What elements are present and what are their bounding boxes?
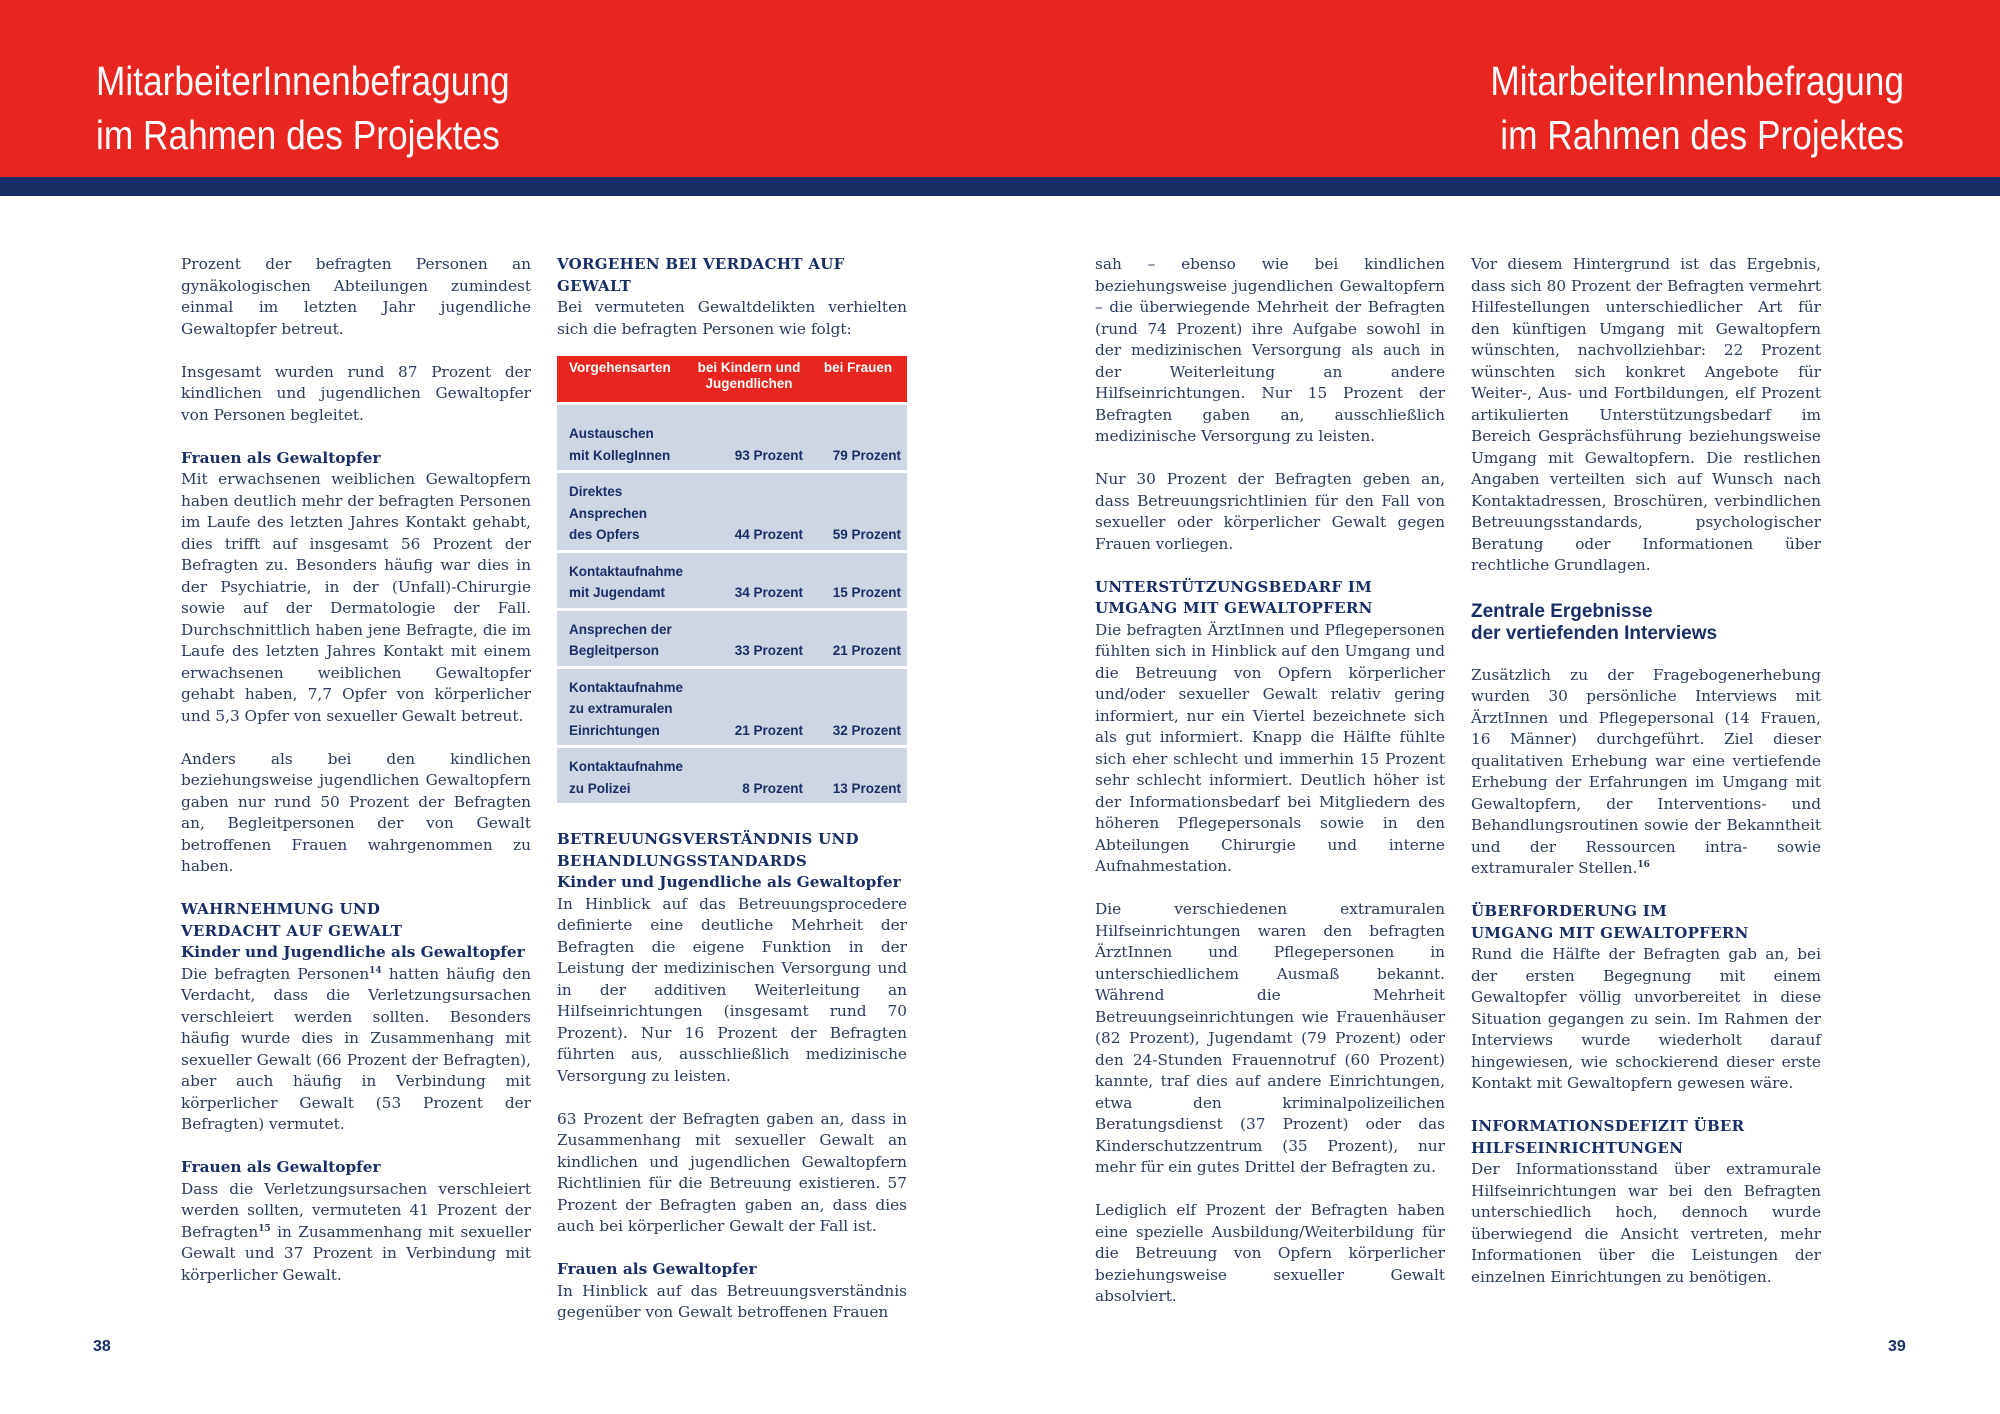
column-4 [1471, 254, 1821, 1288]
paragraph [1471, 665, 1821, 880]
header-title-right-line2: im Rahmen des Projektes [1500, 112, 1904, 158]
table-cell-label-line: Kontaktaufnahme [569, 679, 684, 695]
subheading: Frauen als Gewaltopfer [557, 1260, 757, 1278]
table-cell-label-line: Begleitperson [569, 643, 660, 658]
paragraph: In Hinblick auf das Betreuungsverständnis gegenüber von Gewalt betroffenen Frauen [557, 1281, 907, 1321]
table-cell-label-line: Ansprechen [569, 505, 648, 521]
paragraph: In Hinblick auf das Betreuungsprocedere definierte eine deutliche Mehrheit der Befragten die eigene Funktion in der Leistung der medizinischen Versorgung und in der additiven Weiterleitung an Hilfseinrichtungen (insgesamt rund 70 Prozent). Nur 16 Prozent der Befragten führten aus, ausschließlich medizinische Versorgung zu leisten. [557, 894, 907, 1085]
table-row [557, 472, 907, 552]
text: Dass die Verletzungsursachen verschleiert werden sollten, vermuteten 41 Prozent der Befragten [181, 1179, 531, 1241]
heading-line: Zentrale Ergebnisse [1471, 600, 1653, 622]
paragraph: Prozent der befragten Personen an gynäkologischen Abteilungen zumindest einmal im letzten Jahr jugendliche Gewaltopfer betreut. [181, 255, 531, 338]
paragraph: 63 Prozent der Befragten gaben an, dass in Zusammenhang mit sexueller Gewalt an kindlichen und jugendlichen Gewaltopfern Richtlinien für die Betreuung existieren. 57 Prozent der Befragten gaben an, dass dies auch bei körperlicher Gewalt der Fall ist. [557, 1109, 907, 1235]
table-row [557, 747, 907, 804]
text: hatten häufig den Verdacht, dass die Verletzungsursachen verschleiert werden sollten. Besonders häufig wurde dies in Zusammenhang mit sexueller Gewalt (66 Prozent der Befragten), aber auch häufig in Verbindung mit körperlicher Gewalt (53 Prozent der Befragten) vermutet. [181, 964, 531, 1133]
table-cell-kinder: 34 Prozent [689, 551, 809, 609]
table-cell-label-line: zu extramuralen [569, 701, 673, 716]
table-cell-kinder: 21 Prozent [689, 667, 809, 747]
table-cell-frauen: 21 Prozent [809, 609, 907, 667]
header-title-right-line1: MitarbeiterInnenbefragung [1490, 58, 1904, 104]
table-cell-label [557, 551, 689, 609]
column-3 [1095, 254, 1445, 1308]
paragraph: Lediglich elf Prozent der Befragten haben eine spezielle Ausbildung/Weiterbildung für die Betreuung von Opfern körperlicher beziehungsweise sexueller Gewalt absolviert. [1095, 1201, 1445, 1305]
procedure-table [557, 356, 907, 803]
section-heading-line: WAHRNEHMUNG UND [181, 900, 381, 918]
paragraph: Die verschiedenen extramuralen Hilfseinrichtungen waren den befragten ÄrztInnen und Pflegepersonen in unterschiedlichem Ausmaß bekannt. Während die Mehrheit Betreuungseinrichtungen wie Frauenhäuser (82 Prozent), Jugendamt (79 Prozent) oder den 24-Stunden Frauennotruf (60 Prozent) kannte, traf dies auf andere Einrichtungen, etwa den kriminalpolizeilichen Beratungsdienst (37 Prozent) oder das Kinderschutzzentrum (35 Prozent), nur mehr für ein gutes Drittel der Befragten zu. [1095, 900, 1445, 1176]
footnote-marker: 16 [1637, 859, 1650, 870]
table-header-cell: Vorgehensarten [557, 356, 689, 404]
paragraph: Die befragten ÄrztInnen und Pflegepersonen fühlten sich in Hinblick auf den Umgang und die Betreuung von Opfern körperlicher und/oder sexueller Gewalt relativ gering informiert, nur ein Viertel bezeichnete sich als gut informiert. Knapp die Hälfte fühlte sich eher schlecht und immerhin 15 Prozent sehr schlecht informiert. Deutlich höher ist der Informationsbedarf bei Mitgliedern des höheren Pflegepersonals sowie in den Abteilungen Chirurgie und interne Aufnahmestation. [1095, 620, 1445, 875]
header-title-left-line1: MitarbeiterInnenbefragung [96, 58, 510, 104]
paragraph [181, 1179, 531, 1287]
section-heading-line: ÜBERFORDERUNG IM [1471, 902, 1667, 920]
paragraph: Bei vermuteten Gewaltdelikten verhielten sich die befragten Personen wie folgt: [557, 298, 907, 338]
table-cell-frauen: 79 Prozent [809, 404, 907, 472]
table-cell-kinder: 44 Prozent [689, 472, 809, 552]
table-header-row [557, 356, 907, 404]
paragraph [181, 964, 531, 1136]
header-title-right [1490, 54, 1904, 162]
table-cell-label [557, 404, 689, 472]
paragraph: Der Informationsstand über extramurale Hilfseinrichtungen war bei den Befragten unterschiedlich hoch, dennoch wurde überwiegend die Ansicht vertreten, mehr Informationen über die Leistungen der einzelnen Einrichtungen zu benötigen. [1471, 1160, 1821, 1286]
table-row [557, 551, 907, 609]
subheading: Frauen als Gewaltopfer [181, 1158, 381, 1176]
paragraph: Vor diesem Hintergrund ist das Ergebnis, dass sich 80 Prozent der Befragten vermehrt Hilfestellungen unterschiedlicher Art für den künftigen Umgang mit Gewaltopfern wünschten, nachvollziehbar: 22 Prozent wünschten sich konkret Angebote für Weiter-, Aus- und Fortbildungen, elf Prozent artikulierten Unterstützungsbedarf im Bereich Gesprächsführung beziehungsweise Umgang mit Gewaltopfern. Die restlichen Angaben verteilten sich auf Wunsch nach Kontaktadressen, Broschüren, verbindlichen Betreuungsstandards, psychologischer Beratung oder Informationen über rechtliche Grundlagen. [1471, 255, 1821, 574]
table-cell-label-line: Einrichtungen [569, 722, 660, 738]
table-cell-label-line: zu Polizei [569, 780, 631, 796]
text: Zusätzlich zu der Fragebogenerhebung wurden 30 persönliche Interviews mit ÄrztInnen und Pflegepersonal (14 Frauen, 16 Männer) durchgeführt. Ziel dieser qualitativen Erhebung war eine vertiefende Erhebung der Erfahrungen im Umgang mit Gewaltopfern, der Interventions- und Behandlungsroutinen sowie der Bekanntheit und der Ressourcen intra- sowie extramuraler Stellen. [1471, 665, 1821, 877]
section-heading-line: BEHANDLUNGSSTANDARDS [557, 851, 807, 870]
table-cell-label [557, 667, 689, 747]
table-cell-kinder: 8 Prozent [689, 747, 809, 804]
section-heading-line: UNTERSTÜTZUNGSBEDARF IM [1095, 577, 1373, 596]
section-heading-line: UMGANG MIT GEWALTOPFERN [1095, 599, 1373, 617]
subheading: Frauen als Gewaltopfer [181, 448, 381, 467]
page-number-right: 39 [1888, 1338, 1906, 1355]
table-cell-label-line: Kontaktaufnahme [569, 759, 684, 774]
table-cell-label [557, 747, 689, 804]
section-heading-line: HILFSEINRICHTUNGEN [1471, 1138, 1684, 1157]
header-title-left-line2: im Rahmen des Projektes [96, 112, 500, 158]
table-cell-frauen: 15 Prozent [809, 551, 907, 609]
table-cell-kinder: 33 Prozent [689, 609, 809, 667]
paragraph: Anders als bei den kindlichen beziehungsweise jugendlichen Gewaltopfern gaben nur rund 50 Prozent der Befragten an, Begleitpersonen der von Gewalt betroffenen Frauen wahrgenommen zu haben. [181, 749, 531, 875]
paragraph: Nur 30 Prozent der Befragten geben an, dass Betreuungsrichtlinien für den Fall von sexueller oder körperlicher Gewalt gegen Frauen vorliegen. [1095, 470, 1445, 553]
table-cell-kinder: 93 Prozent [689, 404, 809, 472]
table-cell-frauen: 13 Prozent [809, 747, 907, 804]
subheading: Kinder und Jugendliche als Gewaltopfer [557, 873, 901, 891]
text: Die befragten Personen [181, 964, 370, 983]
table-row [557, 404, 907, 472]
table-cell-label-line: Austauschen [569, 426, 654, 441]
table-row [557, 667, 907, 747]
header-title-left [96, 54, 510, 162]
table-cell-label-line: Ansprechen der [569, 621, 672, 637]
header-stripe [0, 177, 2000, 196]
table-cell-label-line: mit KollegInnen [569, 447, 671, 463]
table-cell-label [557, 472, 689, 552]
subheading: Kinder und Jugendliche als Gewaltopfer [181, 943, 525, 961]
text: in Zusammenhang mit sexueller Gewalt und 37 Prozent in Verbindung mit körperlicher Gewalt. [181, 1222, 531, 1284]
section-heading-line: BETREUUNGSVERSTÄNDNIS UND [557, 830, 859, 848]
table-header-cell: bei Kindern und Jugendlichen [689, 356, 809, 404]
section-heading-line: VORGEHEN BEI VERDACHT AUF GEWALT [557, 255, 845, 295]
footnote-marker: 14 [369, 965, 382, 976]
section-heading-line: INFORMATIONSDEFIZIT ÜBER [1471, 1117, 1745, 1135]
interview-results-heading [1471, 601, 1821, 645]
table-cell-label-line: Kontaktaufnahme [569, 563, 684, 579]
table-cell-frauen: 32 Prozent [809, 667, 907, 747]
column-1 [181, 254, 531, 1286]
column-2 [557, 254, 907, 1324]
table-row [557, 609, 907, 667]
page-number-left: 38 [93, 1338, 111, 1355]
paragraph: Insgesamt wurden rund 87 Prozent der kindlichen und jugendlichen Gewaltopfer von Personen begleitet. [181, 362, 531, 424]
table-cell-frauen: 59 Prozent [809, 472, 907, 552]
footnote-marker: 15 [258, 1223, 271, 1234]
section-heading-line: UMGANG MIT GEWALTOPFERN [1471, 923, 1749, 942]
table-cell-label-line: des Opfers [569, 527, 640, 542]
table-cell-label-line: Direktes [569, 484, 623, 499]
paragraph: Mit erwachsenen weiblichen Gewaltopfern haben deutlich mehr der befragten Personen im Laufe des letzten Jahres Kontakt gehabt, dies trifft auf insgesamt 56 Prozent der Befragten zu. Besonders häufig war dies in der Psychiatrie, in der (Unfall)-Chirurgie sowie auf der Dermatologie der Fall. Durchschnittlich haben jene Befragte, die im Laufe des letzten Jahres Kontakt mit einem erwachsenen weiblichen Gewaltopfer gehabt haben, 7,7 Opfer von körperlicher und 5,3 Opfer von sexueller Gewalt betreut. [181, 470, 531, 725]
heading-line: der vertiefenden Interviews [1471, 622, 1718, 644]
table-cell-label-line: mit Jugendamt [569, 585, 666, 600]
paragraph: sah – ebenso wie bei kindlichen beziehungsweise jugendlichen Gewaltopfern – die überwiegende Mehrheit der Befragten (rund 74 Prozent) ihre Aufgabe sowohl in der medizinischen Versorgung als auch in der Weiterleitung an andere Hilfseinrichtungen. Nur 15 Prozent der Befragten gaben an, ausschließlich medizinische Versorgung zu leisten. [1095, 255, 1445, 445]
paragraph: Rund die Hälfte der Befragten gab an, bei der ersten Begegnung mit einem Gewaltopfer völlig unvorbereitet in diese Situation gegangen zu sein. Im Rahmen der Interviews wurde wiederholt darauf hingewiesen, wie schockierend dieser erste Kontakt mit Gewaltopfern gewesen wäre. [1471, 945, 1821, 1092]
table-cell-label [557, 609, 689, 667]
section-heading-line: VERDACHT AUF GEWALT [181, 921, 403, 940]
table-header-cell: bei Frauen [809, 356, 907, 404]
